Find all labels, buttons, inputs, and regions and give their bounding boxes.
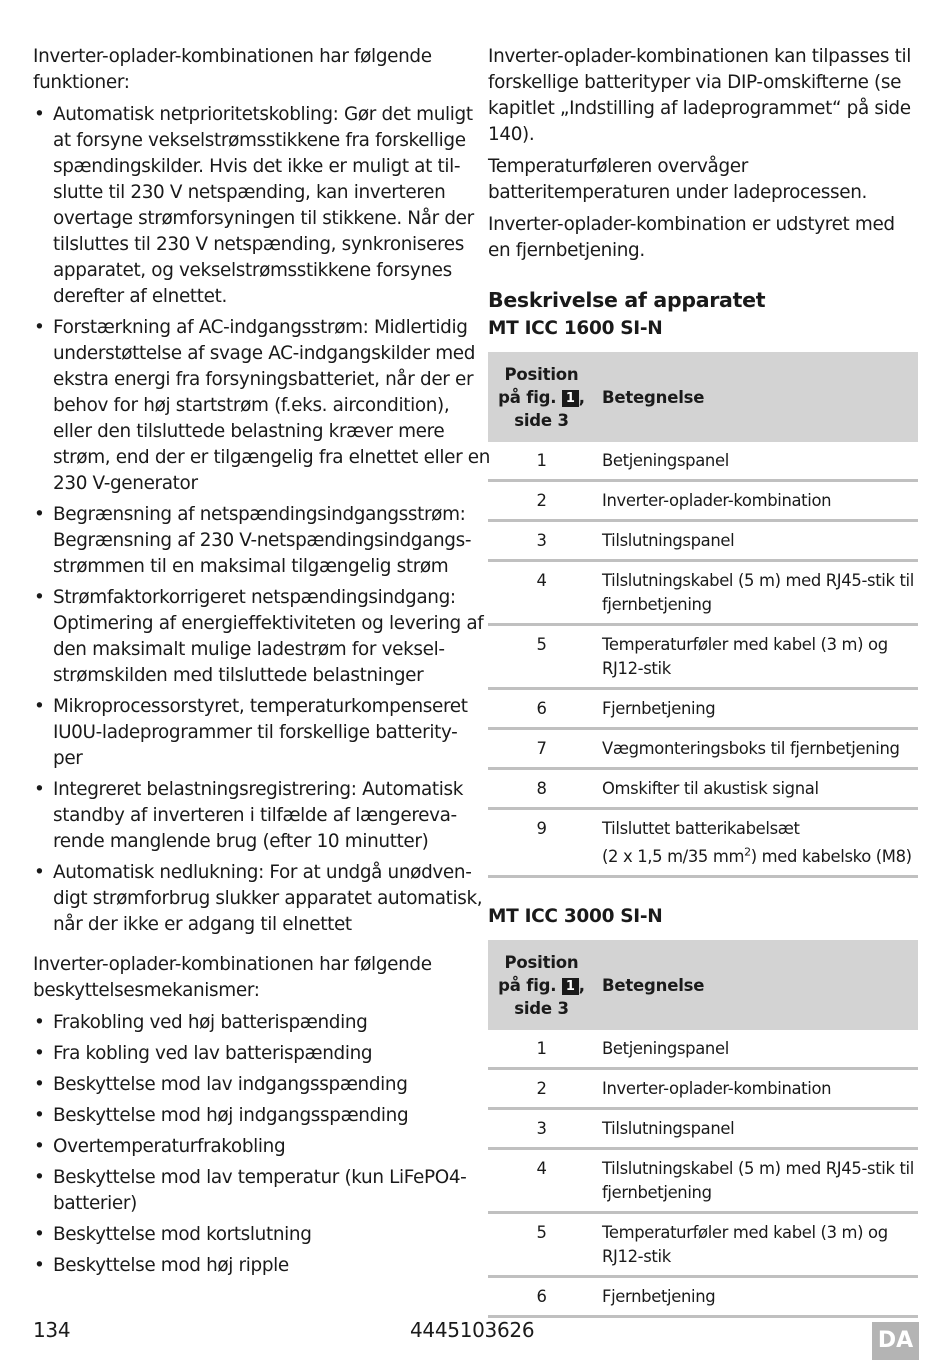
functions-list — [33, 102, 491, 938]
position-header — [488, 940, 595, 1030]
protection-intro: Inverter-oplader-kombinationen har følgende beskyttelsesmekanismer: — [33, 954, 432, 1001]
list-item-line: Begrænsning af 230 V-netspændingsindgangs- — [53, 530, 472, 551]
table-row — [488, 521, 918, 561]
list-item-line: • Beskyttelse mod lav temperatur (kun LiFePO4- — [53, 1167, 467, 1188]
list-item-line: Optimering af energieffektiviteten og levering af — [53, 613, 484, 634]
designation-header: Betegnelse — [595, 352, 918, 442]
list-item-line: strømmen til en maksimal tilgængelig strøm — [53, 556, 449, 577]
list-item-line: • Beskyttelse mod kortslutning — [53, 1224, 312, 1245]
designation-cell: Tilslutningskabel (5 m) med RJ45-stik til fjernbetjening — [595, 1149, 918, 1213]
designation-header: Betegnelse — [595, 940, 918, 1030]
table-row — [488, 809, 918, 877]
position-cell: 1 — [488, 1030, 595, 1069]
paragraph-temperature-sensor: Temperaturføleren overvåger batteritemperaturen under ladeprocessen. — [488, 156, 868, 203]
superscript-2: 2 — [744, 846, 751, 859]
designation-cell: Vægmonteringsboks til fjernbetjening — [595, 729, 918, 769]
list-item — [33, 502, 472, 580]
table-row — [488, 561, 918, 625]
language-badge: DA — [872, 1322, 919, 1360]
position-header-comma: , — [578, 975, 585, 995]
figure-number-badge: 1 — [562, 978, 579, 995]
position-cell: 4 — [488, 561, 595, 625]
table2-title: MT ICC 3000 SI-N — [488, 906, 663, 928]
position-cell: 6 — [488, 1277, 595, 1317]
list-item-line: • Automatisk nedlukning: For at undgå unødven- — [53, 862, 472, 883]
document-number: 4445103626 — [410, 1318, 535, 1342]
list-item — [33, 1041, 465, 1067]
table-row — [488, 442, 918, 481]
position-cell: 3 — [488, 1109, 595, 1149]
table-row — [488, 1277, 918, 1317]
list-item — [33, 777, 465, 855]
table-header-row — [488, 352, 918, 442]
list-item-line: understøttelse af svage AC-indgangskilder med — [53, 343, 476, 364]
list-item — [33, 1253, 465, 1279]
list-item-line: per — [53, 748, 83, 769]
position-header-line2: på fig. — [498, 387, 557, 407]
designation-cell: Betjeningspanel — [595, 442, 918, 481]
designation-cell: Tilslutningspanel — [595, 1109, 918, 1149]
position-header-line1: Position — [504, 364, 579, 384]
table-row — [488, 1109, 918, 1149]
list-item-line: batterier) — [53, 1193, 137, 1214]
table-row — [488, 481, 918, 521]
list-item — [33, 1072, 465, 1098]
position-cell: 4 — [488, 1149, 595, 1213]
position-cell: 6 — [488, 689, 595, 729]
position-header-line1: Position — [504, 952, 579, 972]
table-row — [488, 1069, 918, 1109]
list-item-line: strømskilden med tilsluttede belastninger — [53, 665, 424, 686]
position-cell: 9 — [488, 809, 595, 877]
list-item-line: apparatet, og vekselstrømsstikkene forsynes — [53, 260, 452, 281]
list-item-line: • Frakobling ved høj batterispænding — [53, 1012, 368, 1033]
position-header-line2: på fig. — [498, 975, 557, 995]
position-cell: 7 — [488, 729, 595, 769]
list-item-line: slutte til 230 V netspænding, kan inverteren — [53, 182, 446, 203]
designation-cell: Tilslutningskabel (5 m) med RJ45-stik til fjernbetjening — [595, 561, 918, 625]
list-item-line: • Beskyttelse mod høj ripple — [53, 1255, 289, 1276]
table-row — [488, 1030, 918, 1069]
list-item-line: • Integreret belastningsregistrering: Automatisk — [53, 779, 464, 800]
figure-number-badge: 1 — [562, 390, 579, 407]
list-item-line: når der ikke er adgang til elnettet — [53, 914, 352, 935]
list-item — [33, 315, 491, 497]
position-header-line3: side 3 — [514, 998, 569, 1018]
list-item-line: spændingskilder. Hvis det ikke er muligt at til- — [53, 156, 461, 177]
designation-cell: Inverter-oplader-kombination — [595, 481, 918, 521]
list-item-line: • Strømfaktorkorrigeret netspændingsindgang: — [53, 587, 456, 608]
table-row — [488, 769, 918, 809]
table-row — [488, 1149, 918, 1213]
designation-cell: Betjeningspanel — [595, 1030, 918, 1069]
page-number: 134 — [33, 1318, 71, 1342]
list-item — [33, 860, 483, 938]
list-item-line: ekstra energi fra forsyningsbatteriet, når der er — [53, 369, 474, 390]
list-item-line: • Beskyttelse mod lav indgangsspænding — [53, 1074, 408, 1095]
position-cell: 3 — [488, 521, 595, 561]
list-item-line: • Automatisk netprioritetskobling: Gør det muligt — [53, 104, 473, 125]
position-cell: 5 — [488, 1213, 595, 1277]
list-item — [33, 1103, 465, 1129]
list-item-line: derefter af elnettet. — [53, 286, 227, 307]
list-item — [33, 694, 468, 772]
designation-cell: Inverter-oplader-kombination — [595, 1069, 918, 1109]
list-item-line: standby af inverteren i tilfælde af længereva- — [53, 805, 457, 826]
position-cell: 5 — [488, 625, 595, 689]
list-item-line: • Fra kobling ved lav batterispænding — [53, 1043, 373, 1064]
table-row — [488, 729, 918, 769]
section-title: Beskrivelse af apparatet — [488, 288, 766, 312]
designation-line2 — [602, 847, 912, 866]
list-item-line: rende manglende brug (efter 10 minutter) — [53, 831, 429, 852]
list-item-line: • Forstærkning af AC-indgangsstrøm: Midlertidig — [53, 317, 468, 338]
position-cell: 8 — [488, 769, 595, 809]
table-row — [488, 625, 918, 689]
list-item-line: strøm, end der er tilgængelig fra elnettet eller en — [53, 447, 491, 468]
list-item — [33, 1222, 465, 1248]
position-cell: 2 — [488, 481, 595, 521]
list-item-line: at forsyne vekselstrømsstikkene fra forskellige — [53, 130, 466, 151]
position-header-comma: , — [578, 387, 585, 407]
list-item-line: • Mikroprocessorstyret, temperaturkompenseret — [53, 696, 468, 717]
list-item-line: 230 V-generator — [53, 473, 198, 494]
position-header — [488, 352, 595, 442]
table-row — [488, 689, 918, 729]
list-item-line: digt strømforbrug slukker apparatet automatisk, — [53, 888, 483, 909]
list-item-line: • Begrænsning af netspændingsindgangsstrøm: — [53, 504, 466, 525]
list-item-line: • Beskyttelse mod høj indgangsspænding — [53, 1105, 409, 1126]
designation-cell: Fjernbetjening — [595, 689, 918, 729]
paragraph-remote-control: Inverter-oplader-kombination er udstyret med en fjernbetjening. — [488, 214, 895, 261]
table-row — [488, 1213, 918, 1277]
list-item-line: IU0U-ladeprogrammer til forskellige batterity- — [53, 722, 458, 743]
parts-table-3000 — [488, 940, 918, 1318]
paragraph-dip-switches: Inverter-oplader-kombinationen kan tilpasses til forskellige batterityper via DIP-omskifterne (se kapitlet „Indstilling af ladeprogrammet“ på side 140). — [488, 46, 911, 145]
parts-table-3000-body — [488, 1030, 918, 1317]
designation-cell: Temperaturføler med kabel (3 m) og RJ12-stik — [595, 1213, 918, 1277]
list-item-line: overtage strømforsyningen til stikkene. Når der — [53, 208, 474, 229]
right-column — [488, 44, 918, 1346]
position-cell: 2 — [488, 1069, 595, 1109]
position-header-line3: side 3 — [514, 410, 569, 430]
list-item — [33, 1134, 465, 1160]
designation-cell: Tilslutningspanel — [595, 521, 918, 561]
list-item — [33, 102, 474, 310]
list-item — [33, 585, 484, 689]
list-item-line: eller den tilsluttede belastning kræver mere — [53, 421, 445, 442]
left-column — [33, 44, 491, 1285]
functions-intro: Inverter-oplader-kombinationen har følgende funktioner: — [33, 46, 432, 93]
designation-line2-suffix: ) med kabelsko (M8) — [750, 847, 912, 867]
table-header-row — [488, 940, 918, 1030]
list-item-line: den maksimalt mulige ladestrøm for veksel- — [53, 639, 445, 660]
list-item-line: • Overtemperaturfrakobling — [53, 1136, 286, 1157]
list-item — [33, 1165, 465, 1217]
designation-cell: Fjernbetjening — [595, 1277, 918, 1317]
parts-table-1600-body — [488, 442, 918, 877]
list-item-line: tilsluttes til 230 V netspænding, synkroniseres — [53, 234, 464, 255]
designation-cell: Omskifter til akustisk signal — [595, 769, 918, 809]
list-item-line: behov for høj startstrøm (f.eks. aircondition), — [53, 395, 450, 416]
designation-cell: Temperaturføler med kabel (3 m) og RJ12-stik — [595, 625, 918, 689]
position-cell: 1 — [488, 442, 595, 481]
parts-table-1600 — [488, 352, 918, 878]
protections-list — [33, 1010, 465, 1279]
designation-line2-text: (2 x 1,5 m/35 mm — [602, 847, 745, 867]
table1-title: MT ICC 1600 SI-N — [488, 318, 663, 339]
list-item — [33, 1010, 465, 1036]
designation-line1: Tilsluttet batterikabelsæt — [602, 819, 800, 838]
designation-cell — [595, 809, 918, 877]
